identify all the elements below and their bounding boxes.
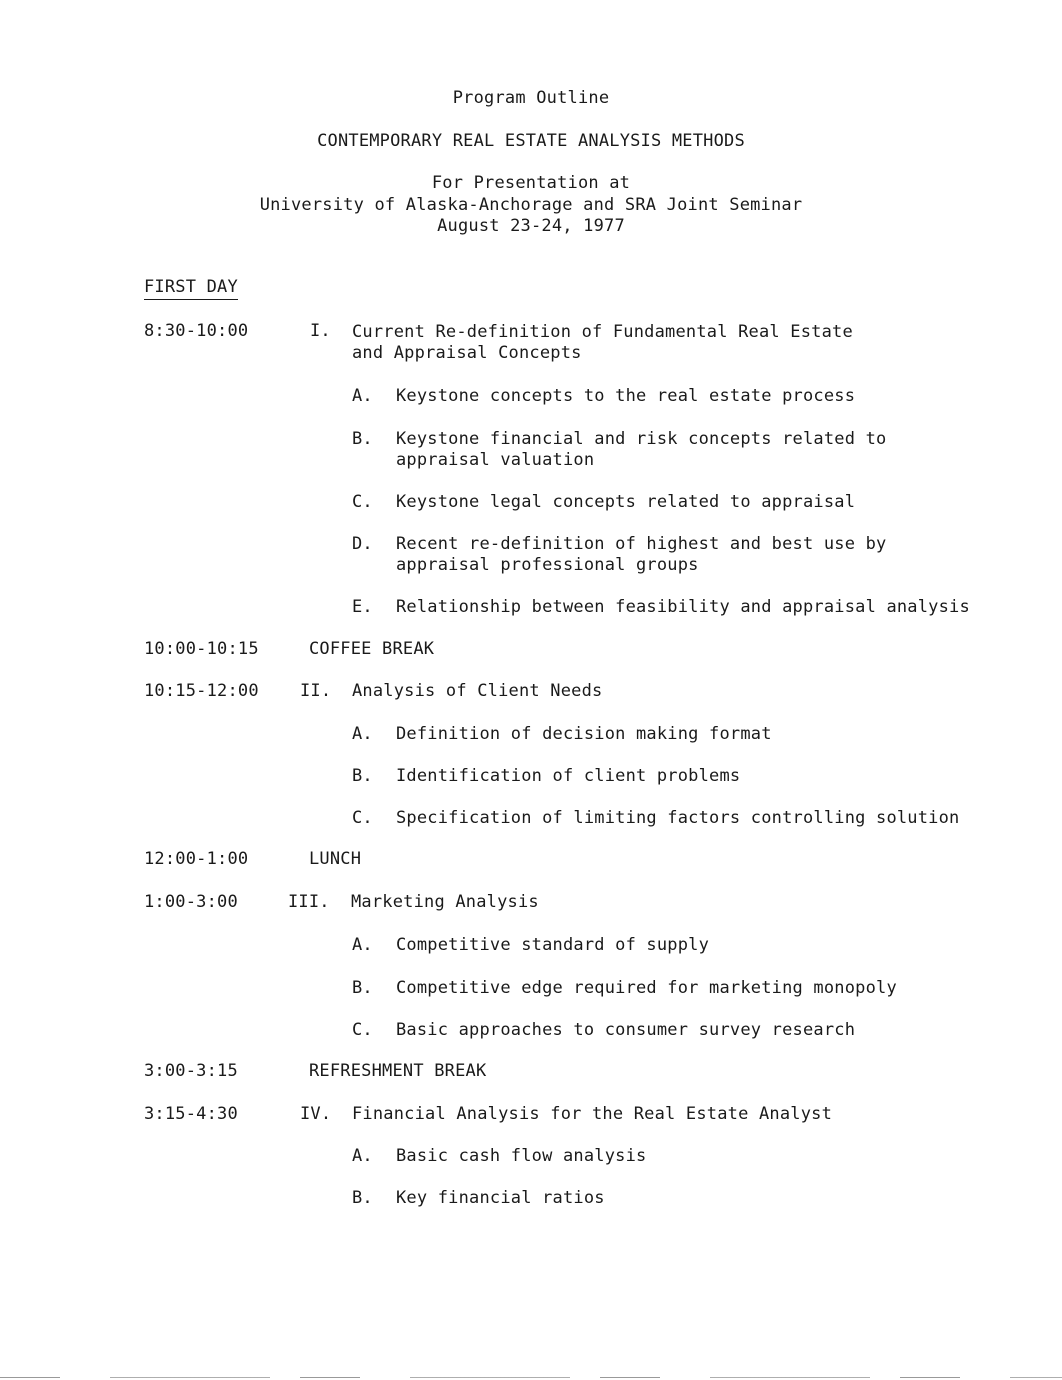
item-letter: A. bbox=[352, 386, 373, 406]
item-letter: C. bbox=[352, 808, 373, 828]
item-text: Identification of client problems bbox=[396, 766, 741, 786]
scan-edge-line bbox=[0, 1377, 1062, 1378]
item-letter: A. bbox=[352, 1146, 373, 1166]
session-numeral: IV. bbox=[300, 1104, 332, 1124]
document-title: CONTEMPORARY REAL ESTATE ANALYSIS METHODS bbox=[317, 131, 745, 151]
presentation-line: For Presentation at bbox=[431, 173, 631, 193]
item-text: appraisal valuation bbox=[396, 450, 595, 470]
session-numeral: I. bbox=[310, 321, 331, 341]
item-text: Definition of decision making format bbox=[396, 724, 772, 744]
item-letter: C. bbox=[352, 492, 373, 512]
item-letter: A. bbox=[352, 724, 373, 744]
item-letter: B. bbox=[352, 1188, 373, 1208]
item-text: Competitive standard of supply bbox=[396, 935, 710, 955]
item-text: Basic approaches to consumer survey research bbox=[396, 1020, 856, 1040]
item-text: Key financial ratios bbox=[396, 1188, 605, 1208]
session-title-line: Financial Analysis for the Real Estate Analyst bbox=[352, 1104, 833, 1124]
session-title-line: Analysis of Client Needs bbox=[352, 681, 603, 701]
session-numeral: II. bbox=[300, 681, 332, 701]
break-time: 10:00-10:15 bbox=[144, 639, 259, 659]
break-time: 12:00-1:00 bbox=[144, 849, 249, 869]
session-time: 10:15-12:00 bbox=[144, 681, 259, 701]
break-label: COFFEE BREAK bbox=[309, 639, 435, 659]
item-text: Relationship between feasibility and appraisal analysis bbox=[396, 597, 970, 617]
item-letter: B. bbox=[352, 766, 373, 786]
item-letter: B. bbox=[352, 978, 373, 998]
session-time: 3:15-4:30 bbox=[144, 1104, 238, 1124]
item-text: Keystone financial and risk concepts related to bbox=[396, 429, 887, 449]
item-text: Recent re-definition of highest and best use by bbox=[396, 534, 887, 554]
outline-label: Program Outline bbox=[452, 88, 610, 108]
date-line: August 23-24, 1977 bbox=[437, 216, 625, 236]
item-text: Keystone legal concepts related to appraisal bbox=[396, 492, 856, 512]
item-text: Keystone concepts to the real estate process bbox=[396, 386, 856, 406]
item-letter: A. bbox=[352, 935, 373, 955]
break-label: LUNCH bbox=[309, 849, 362, 869]
item-letter: B. bbox=[352, 429, 373, 449]
item-text: appraisal professional groups bbox=[396, 555, 699, 575]
session-time: 8:30-10:00 bbox=[144, 321, 249, 341]
item-letter: D. bbox=[352, 534, 373, 554]
break-time: 3:00-3:15 bbox=[144, 1061, 238, 1081]
item-text: Competitive edge required for marketing monopoly bbox=[396, 978, 897, 998]
item-text: Basic cash flow analysis bbox=[396, 1146, 647, 1166]
session-title-line: and Appraisal Concepts bbox=[352, 343, 582, 363]
break-label: REFRESHMENT BREAK bbox=[309, 1061, 487, 1081]
session-title-line: Current Re-definition of Fundamental Real Estate bbox=[352, 322, 853, 342]
day-heading: FIRST DAY bbox=[144, 277, 238, 300]
item-letter: E. bbox=[352, 597, 373, 617]
item-letter: C. bbox=[352, 1020, 373, 1040]
session-title-line: Marketing Analysis bbox=[351, 892, 539, 912]
session-numeral: III. bbox=[288, 892, 330, 912]
venue-line: University of Alaska-Anchorage and SRA Joint Seminar bbox=[259, 195, 803, 215]
session-time: 1:00-3:00 bbox=[144, 892, 238, 912]
item-text: Specification of limiting factors controlling solution bbox=[396, 808, 960, 828]
